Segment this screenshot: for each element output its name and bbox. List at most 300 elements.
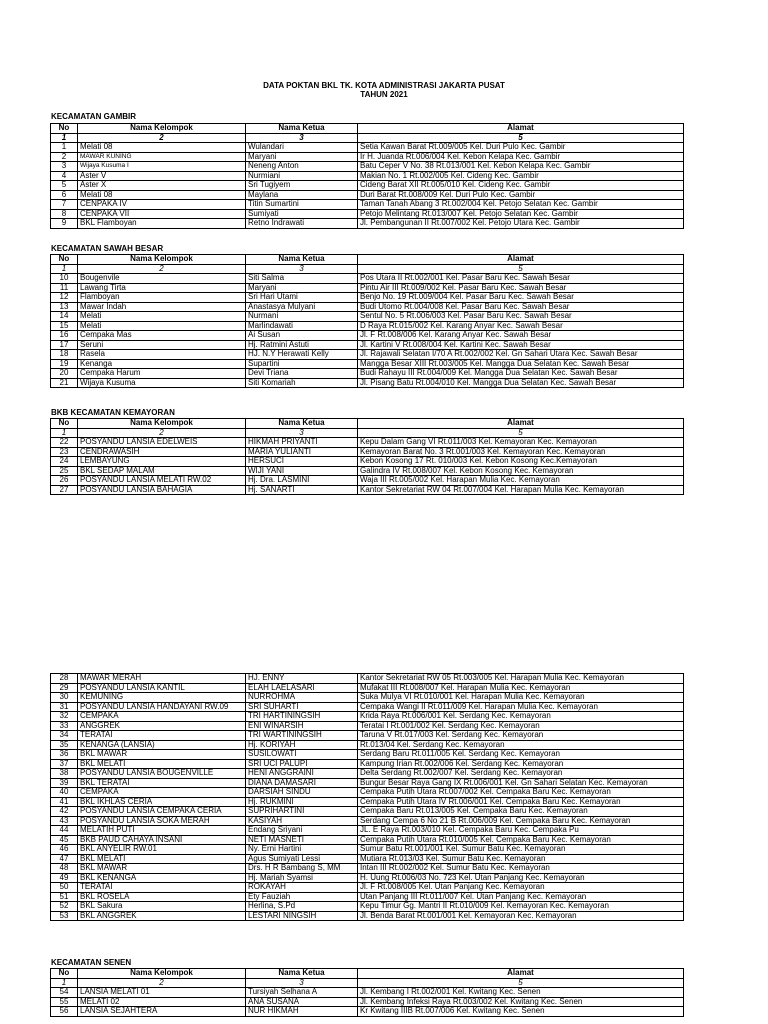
leader-name: Devi Triana	[246, 369, 358, 379]
group-name: CEMPAKA	[78, 712, 246, 722]
column-header-alamat: Alamat	[358, 419, 684, 429]
address: Kr Kwitang IIIB Rt.007/006 Kel. Kwitang Kec. Senen	[358, 1007, 684, 1017]
table-row	[51, 759, 684, 769]
group-name: POSYANDU LANSIA BAHAGIA	[78, 485, 246, 495]
leader-name: Hj. Dra. LASMINI	[246, 476, 358, 486]
table-body	[51, 674, 684, 921]
table-row	[51, 864, 684, 874]
address: Bungur Besar Raya Gang IX Rt.006/001 Kel. Gn Sahari Selatan Kec. Kemayoran	[358, 778, 684, 788]
address: Taman Tanah Abang 3 Rt.002/004 Kel. Petojo Selatan Kec. Gambir	[358, 200, 684, 210]
address: Galindra IV Rt.008/007 Kel. Kebon Kosong Kec. Kemayoran	[358, 466, 684, 476]
column-header-nama-kelompok: Nama Kelompok	[78, 255, 246, 265]
table-row	[51, 807, 684, 817]
table-kemayoran-continued	[50, 673, 684, 921]
section-heading-sawah-besar: KECAMATAN SAWAH BESAR	[51, 244, 164, 253]
table-row	[51, 911, 684, 921]
row-number: 8	[51, 209, 78, 219]
address: Jl. Pisang Batu Rt.004/010 Kel. Mangga Dua Selatan Kec. Sawah Besar	[358, 378, 684, 388]
row-number: 23	[51, 447, 78, 457]
column-header-no: No	[51, 255, 78, 265]
row-number: 44	[51, 826, 78, 836]
column-header-nama-ketua: Nama Ketua	[246, 419, 358, 429]
header-row	[51, 255, 684, 265]
address: Delta Serdang Rt.002/007 Kel. Serdang Kec. Kemayoran	[358, 769, 684, 779]
row-number: 37	[51, 759, 78, 769]
table-row	[51, 340, 684, 350]
address: Serdang Cempa 6 No 21 B Rt.006/009 Kel. Cempaka Baru Kec. Kemayoran	[358, 816, 684, 826]
group-name: BKL MAWAR	[78, 864, 246, 874]
address: D Raya Rt.015/002 Kel. Karang Anyar Kec. Sawah Besar	[358, 321, 684, 331]
table-row	[51, 331, 684, 341]
column-index: 5	[358, 264, 684, 274]
group-name: BKL SEDAP MALAM	[78, 466, 246, 476]
leader-name: Endang Sriyani	[246, 826, 358, 836]
table-gambir	[50, 123, 684, 229]
address: Pos Utara II Rt.002/001 Kel. Pasar Baru Kec. Sawah Besar	[358, 274, 684, 284]
leader-name: Sri Hari Utami	[246, 293, 358, 303]
table-row	[51, 883, 684, 893]
group-name: Melati	[78, 321, 246, 331]
column-header-no: No	[51, 969, 78, 979]
address: Duri Barat Rt.008/009 Kel. Duri Pulo Kec. Gambir	[358, 190, 684, 200]
row-number: 53	[51, 911, 78, 921]
leader-name: Ny. Erni Hartini	[246, 845, 358, 855]
row-number: 40	[51, 788, 78, 798]
address: Kepu Dalam Gang VI Rt.011/003 Kel. Kemayoran Kec. Kemayoran	[358, 438, 684, 448]
row-number: 18	[51, 350, 78, 360]
group-name: Wijaya Kusuma	[78, 378, 246, 388]
table-body	[51, 255, 684, 388]
table-row	[51, 826, 684, 836]
group-name: TERATAI	[78, 731, 246, 741]
group-name: Bougenvile	[78, 274, 246, 284]
leader-name: Herlina, S.Pd	[246, 902, 358, 912]
column-index: 3	[246, 133, 358, 143]
table-row	[51, 854, 684, 864]
row-number: 32	[51, 712, 78, 722]
table-row	[51, 293, 684, 303]
address: Cempaka Putih Utara Rt.010/005 Kel. Cempaka Baru Kec. Kemayoran	[358, 835, 684, 845]
address: Kebon Kosong 17 Rt. 010/003 Kel. Kebon Kosong Kec.Kemayoran	[358, 457, 684, 467]
row-number: 51	[51, 892, 78, 902]
column-index: 3	[246, 978, 358, 988]
row-number: 13	[51, 302, 78, 312]
leader-name: Nurmani	[246, 312, 358, 322]
address: Utan Panjang III Rt.011/007 Kel. Utan Panjang Kec. Kemayoran	[358, 892, 684, 902]
table-row	[51, 209, 684, 219]
address: Makian No. 1 Rt.002/005 Kel. Cideng Kec. Gambir	[358, 171, 684, 181]
leader-name: Maylana	[246, 190, 358, 200]
address: Sentul No. 5 Rt.006/003 Kel. Pasar Baru Kec. Sawah Besar	[358, 312, 684, 322]
row-number: 47	[51, 854, 78, 864]
column-index: 1	[51, 133, 78, 143]
group-name: CENDRAWASIH	[78, 447, 246, 457]
row-number: 48	[51, 864, 78, 874]
address: Kampung Irian Rt.002/006 Kel. Serdang Kec. Kemayoran	[358, 759, 684, 769]
group-name: BKB PAUD CAHAYA INSANI	[78, 835, 246, 845]
table-row	[51, 274, 684, 284]
row-number: 29	[51, 683, 78, 693]
header-row	[51, 124, 684, 134]
group-name: ANGGREK	[78, 721, 246, 731]
group-name: POSYANDU LANSIA KANTIL	[78, 683, 246, 693]
group-name: Seruni	[78, 340, 246, 350]
group-name: BKL MAWAR	[78, 750, 246, 760]
group-name: BKL ROSELA	[78, 892, 246, 902]
table-row	[51, 485, 684, 495]
table-row	[51, 457, 684, 467]
leader-name: HIKMAH PRIYANTI	[246, 438, 358, 448]
row-number: 34	[51, 731, 78, 741]
table-row	[51, 476, 684, 486]
group-name: BKL MELATI	[78, 854, 246, 864]
leader-name: WIJI YANI	[246, 466, 358, 476]
address: Krida Raya Rt.006/001 Kel. Serdang Kec. Kemayoran	[358, 712, 684, 722]
group-name: LEMBAYUNG	[78, 457, 246, 467]
section-heading-gambir: KECAMATAN GAMBIR	[51, 112, 137, 121]
address: Pintu Air III Rt.009/002 Kel. Pasar Baru Kec. Sawah Besar	[358, 283, 684, 293]
row-number: 35	[51, 740, 78, 750]
leader-name: Tursiyah Selhana A	[246, 988, 358, 998]
leader-name: ANA SUSANA	[246, 997, 358, 1007]
group-name: LANSIA MELATI 01	[78, 988, 246, 998]
column-index: 2	[78, 428, 246, 438]
table-row	[51, 143, 684, 153]
table-row	[51, 845, 684, 855]
table-row	[51, 902, 684, 912]
leader-name: Titin Sumartini	[246, 200, 358, 210]
row-number: 6	[51, 190, 78, 200]
leader-name: Ai Susan	[246, 331, 358, 341]
group-name: BKL Flamboyan	[78, 219, 246, 229]
column-index: 1	[51, 428, 78, 438]
row-number: 20	[51, 369, 78, 379]
column-header-alamat: Alamat	[358, 255, 684, 265]
group-name: Mawar Indah	[78, 302, 246, 312]
address: Benjo No. 19 Rt.009/004 Kel. Pasar Baru Kec. Sawah Besar	[358, 293, 684, 303]
column-index: 5	[358, 978, 684, 988]
table-row	[51, 778, 684, 788]
group-name: MAWAR MERAH	[78, 674, 246, 684]
column-header-nama-ketua: Nama Ketua	[246, 124, 358, 134]
row-number: 14	[51, 312, 78, 322]
leader-name: Maryani	[246, 152, 358, 162]
leader-name: Wulandari	[246, 143, 358, 153]
row-number: 49	[51, 873, 78, 883]
address: Jl. Kartini V Rt.008/004 Kel. Kartini Kec. Sawah Besar	[358, 340, 684, 350]
group-name: POSYANDU LANSIA CEMPAKA CERIA	[78, 807, 246, 817]
leader-name: SUPRIHARTINI	[246, 807, 358, 817]
row-number: 24	[51, 457, 78, 467]
row-number: 56	[51, 1007, 78, 1017]
table-row	[51, 190, 684, 200]
row-number: 26	[51, 476, 78, 486]
address: Cideng Barat XII Rt.005/010 Kel. Cideng Kec. Gambir	[358, 181, 684, 191]
address: Rt.013/04 Kel. Serdang Kec. Kemayoran	[358, 740, 684, 750]
column-header-nama-kelompok: Nama Kelompok	[78, 969, 246, 979]
address: Jl. Kembang Infeksi Raya Rt.003/002 Kel. Kwitang Kec. Senen	[358, 997, 684, 1007]
leader-name: Siti Komariah	[246, 378, 358, 388]
group-name: Lawang Tirta	[78, 283, 246, 293]
leader-name: Hj. Ratmini Astuti	[246, 340, 358, 350]
group-name: POSYANDU LANSIA EDELWEIS	[78, 438, 246, 448]
table-row	[51, 162, 684, 172]
row-number: 17	[51, 340, 78, 350]
address: Jl. Kembang I Rt.002/001 Kel. Kwitang Kec. Senen	[358, 988, 684, 998]
table-row	[51, 200, 684, 210]
row-number: 36	[51, 750, 78, 760]
leader-name: Nurmiani	[246, 171, 358, 181]
leader-name: LESTARI NINGSIH	[246, 911, 358, 921]
leader-name: Maryani	[246, 283, 358, 293]
column-index-row	[51, 133, 684, 143]
column-header-nama-ketua: Nama Ketua	[246, 969, 358, 979]
group-name: Rasela	[78, 350, 246, 360]
table-row	[51, 378, 684, 388]
address: Ir H. Juanda Rt.006/004 Kel. Kebon Kelapa Kec. Gambir	[358, 152, 684, 162]
address: Cempaka Putih Utara IV Rt.006/001 Kel. Cempaka Baru Kec. Kemayoran	[358, 797, 684, 807]
leader-name: DIANA DAMASARI	[246, 778, 358, 788]
row-number: 22	[51, 438, 78, 448]
group-name: BKL Sakura	[78, 902, 246, 912]
column-index: 2	[78, 978, 246, 988]
table-row	[51, 302, 684, 312]
row-number: 43	[51, 816, 78, 826]
group-name: Aster X	[78, 181, 246, 191]
leader-name: NUR HIKMAH	[246, 1007, 358, 1017]
address: Budi Rahayu III Rt.004/009 Kel. Mangga Dua Selatan Kec. Sawah Besar	[358, 369, 684, 379]
table-row	[51, 181, 684, 191]
group-name: POSYANDU LANSIA SOKA MERAH	[78, 816, 246, 826]
table-row	[51, 171, 684, 181]
group-name: Melati	[78, 312, 246, 322]
table-row	[51, 731, 684, 741]
column-header-nama-kelompok: Nama Kelompok	[78, 419, 246, 429]
row-number: 27	[51, 485, 78, 495]
address: Petojo Melintang Rt.013/007 Kel. Petojo Selatan Kec. Gambir	[358, 209, 684, 219]
group-name: MELATI 02	[78, 997, 246, 1007]
address: JL. E Raya Rt.003/010 Kel. Cempaka Baru Kec. Cempaka Pu	[358, 826, 684, 836]
address: Suka Mulya VI Rt.010/001 Kel. Harapan Mulia Kec. Kemayoran	[358, 693, 684, 703]
table-row	[51, 369, 684, 379]
leader-name: Agus Sumiyati Lessi	[246, 854, 358, 864]
column-index: 1	[51, 264, 78, 274]
leader-name: HJ. ENNY	[246, 674, 358, 684]
address: Taruna V Rt.017/003 Kel. Serdang Kec. Kemayoran	[358, 731, 684, 741]
leader-name: Retno Indrawati	[246, 219, 358, 229]
table-row	[51, 835, 684, 845]
address: Kepu Timur Gg. Mantri II Rt.010/009 Kel. Kemayoran Kec. Kemayoran	[358, 902, 684, 912]
leader-name: MARIA YULIANTI	[246, 447, 358, 457]
group-name: LANSIA SEJAHTERA	[78, 1007, 246, 1017]
group-name: BKL TERATAI	[78, 778, 246, 788]
address: H. Uung Rt.006/03 No. 723 Kel. Utan Panjang Kec. Kemayoran	[358, 873, 684, 883]
document-title: DATA POKTAN BKL TK. KOTA ADMINISTRASI JAKARTA PUSAT	[263, 81, 505, 90]
leader-name: ELAH LAELASARI	[246, 683, 358, 693]
group-name: Melati 08	[78, 190, 246, 200]
leader-name: HJ. N.Y Herawati Kelly	[246, 350, 358, 360]
group-name: Cempaka Harum	[78, 369, 246, 379]
table-kemayoran	[50, 418, 684, 495]
address: Jl. Benda Barat Rt.001/001 Kel. Kemayoran Kec. Kemayoran	[358, 911, 684, 921]
leader-name: NURROHMA	[246, 693, 358, 703]
row-number: 46	[51, 845, 78, 855]
group-name: Melati 08	[78, 143, 246, 153]
group-name: Cempaka Mas	[78, 331, 246, 341]
group-name: MELATIH PUTI	[78, 826, 246, 836]
row-number: 15	[51, 321, 78, 331]
group-name: Aster V	[78, 171, 246, 181]
table-row	[51, 740, 684, 750]
leader-name: HENI ANGGRAINI	[246, 769, 358, 779]
address: Mangga Besar XIII Rt.003/005 Kel. Mangga Dua Selatan Kec. Sawah Besar	[358, 359, 684, 369]
row-number: 11	[51, 283, 78, 293]
group-name: POSYANDU LANSIA HANDAYANI RW.09	[78, 702, 246, 712]
row-number: 31	[51, 702, 78, 712]
leader-name: Drs. H R Bambang S, MM	[246, 864, 358, 874]
column-index: 5	[358, 428, 684, 438]
column-index-row	[51, 428, 684, 438]
row-number: 4	[51, 171, 78, 181]
row-number: 52	[51, 902, 78, 912]
leader-name: ENI WINARSIH	[246, 721, 358, 731]
column-index-row	[51, 978, 684, 988]
leader-name: Anastasya Mulyani	[246, 302, 358, 312]
table-body	[51, 969, 684, 1017]
table-row	[51, 219, 684, 229]
row-number: 50	[51, 883, 78, 893]
leader-name: Sri Tugiyem	[246, 181, 358, 191]
row-number: 7	[51, 200, 78, 210]
row-number: 9	[51, 219, 78, 229]
group-name: BKL KENANGA	[78, 873, 246, 883]
table-row	[51, 693, 684, 703]
column-index: 2	[78, 264, 246, 274]
table-body	[51, 419, 684, 495]
group-name: KENANGA (LANSIA)	[78, 740, 246, 750]
row-number: 38	[51, 769, 78, 779]
table-sawah-besar	[50, 254, 684, 388]
row-number: 25	[51, 466, 78, 476]
table-row	[51, 997, 684, 1007]
row-number: 3	[51, 162, 78, 172]
document-year: TAHUN 2021	[360, 90, 408, 99]
table-row	[51, 769, 684, 779]
group-name: TERATAI	[78, 883, 246, 893]
leader-name: Neneng Anton	[246, 162, 358, 172]
leader-name: HERSUCI	[246, 457, 358, 467]
table-row	[51, 702, 684, 712]
address: Batu Ceper V No. 38 Rt.013/001 Kel. Kebon Kelapa Kec. Gambir	[358, 162, 684, 172]
address: Cempaka Putih Utara Rt.007/002 Kel. Cempaka Baru Kec. Kemayoran	[358, 788, 684, 798]
address: Kantor Sekretariat RW 04 Rt.007/004 Kel. Harapan Mulia Kec. Kemayoran	[358, 485, 684, 495]
leader-name: NETI MASNETI	[246, 835, 358, 845]
leader-name: SUSILOWATI	[246, 750, 358, 760]
address: Sumur Batu Rt.001/001 Kel. Sumur Batu Kec. Kemayoran	[358, 845, 684, 855]
leader-name: Sumiyati	[246, 209, 358, 219]
leader-name: Hj. RUKMINI	[246, 797, 358, 807]
column-header-nama-kelompok: Nama Kelompok	[78, 124, 246, 134]
leader-name: Hj. Mariah Syamsi	[246, 873, 358, 883]
table-row	[51, 750, 684, 760]
table-row	[51, 873, 684, 883]
address: Intan III Rt.002/002 Kel. Sumur Batu Kec. Kemayoran	[358, 864, 684, 874]
group-name: POSYANDU LANSIA MELATI RW.02	[78, 476, 246, 486]
leader-name: ROKAYAH	[246, 883, 358, 893]
table-row	[51, 1007, 684, 1017]
address: Jl. F Rt.008/006 Kel. Karang Anyar Kec. Sawah Besar	[358, 331, 684, 341]
column-header-alamat: Alamat	[358, 124, 684, 134]
row-number: 21	[51, 378, 78, 388]
leader-name: Hj. KORIYAH	[246, 740, 358, 750]
group-name: BKL ANGGREK	[78, 911, 246, 921]
address: Mufakat III Rt.008/007 Kel. Harapan Mulia Kec. Kemayoran	[358, 683, 684, 693]
address: Teratai I Rt.001/002 Kel. Serdang Kec. Kemayoran	[358, 721, 684, 731]
group-name: Kenanga	[78, 359, 246, 369]
row-number: 28	[51, 674, 78, 684]
row-number: 12	[51, 293, 78, 303]
table-row	[51, 321, 684, 331]
row-number: 41	[51, 797, 78, 807]
group-name: KEMUNING	[78, 693, 246, 703]
table-row	[51, 312, 684, 322]
row-number: 19	[51, 359, 78, 369]
address: Kemayoran Barat No. 3 Rt.001/003 Kel. Kemayoran Kec. Kemayoran	[358, 447, 684, 457]
row-number: 54	[51, 988, 78, 998]
table-row	[51, 438, 684, 448]
row-number: 45	[51, 835, 78, 845]
row-number: 5	[51, 181, 78, 191]
leader-name: Supartini	[246, 359, 358, 369]
address: Mutiara Rt.013/03 Kel. Sumur Batu Kec. Kemayoran	[358, 854, 684, 864]
group-name: CENPAKA VII	[78, 209, 246, 219]
group-name: Wijaya Kusuma I	[78, 162, 246, 172]
row-number: 42	[51, 807, 78, 817]
table-row	[51, 721, 684, 731]
table-row	[51, 797, 684, 807]
address: Cempaka Wangi II Rt.011/009 Kel. Harapan Mulia Kec. Kemayoran	[358, 702, 684, 712]
table-row	[51, 712, 684, 722]
address: Kantor Sekretariat RW 05 Rt.003/005 Kel. Harapan Mulia Kec. Kemayoran	[358, 674, 684, 684]
column-index-row	[51, 264, 684, 274]
row-number: 1	[51, 143, 78, 153]
table-row	[51, 152, 684, 162]
table-row	[51, 683, 684, 693]
column-index: 1	[51, 978, 78, 988]
leader-name: Marlindawati	[246, 321, 358, 331]
table-row	[51, 447, 684, 457]
address: Budi Utomo Rt.004/008 Kel. Pasar Baru Kec. Sawah Besar	[358, 302, 684, 312]
group-name: CEMPAKA	[78, 788, 246, 798]
group-name: BKL MELATI	[78, 759, 246, 769]
leader-name: TRI HARTININGSIH	[246, 712, 358, 722]
address: Cempaka Baru Rt.013/005 Kel. Cempaka Baru Kec. Kemayoran	[358, 807, 684, 817]
row-number: 2	[51, 152, 78, 162]
header-row	[51, 969, 684, 979]
table-row	[51, 350, 684, 360]
table-row	[51, 466, 684, 476]
column-header-no: No	[51, 419, 78, 429]
group-name: Flamboyan	[78, 293, 246, 303]
address: Waja III Rt.005/002 Kel. Harapan Mulia Kec. Kemayoran	[358, 476, 684, 486]
leader-name: TRI WARTININGSIH	[246, 731, 358, 741]
table-row	[51, 674, 684, 684]
group-name: BKL ANYELIR RW.01	[78, 845, 246, 855]
row-number: 33	[51, 721, 78, 731]
group-name: CENPAKA IV	[78, 200, 246, 210]
section-heading-kemayoran: BKB KECAMATAN KEMAYORAN	[51, 408, 175, 417]
table-senen	[50, 968, 684, 1017]
